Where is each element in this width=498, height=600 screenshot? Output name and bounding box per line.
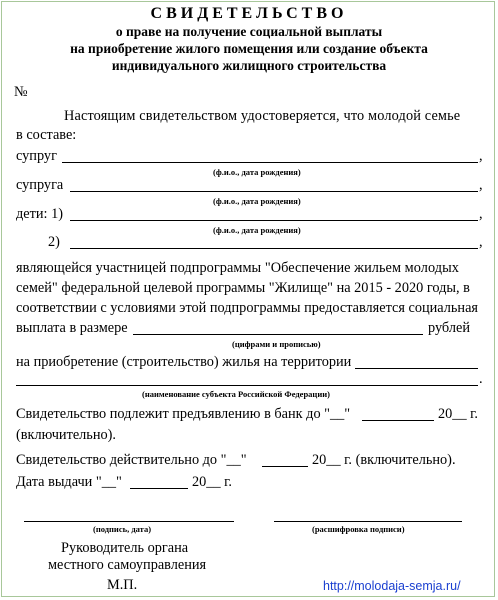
purpose-region-field-line-2 [16,385,478,386]
bank-deadline-month-line [362,420,434,421]
issue-date-text: Дата выдачи "__" [16,474,122,490]
seal-placeholder: М.П. [107,577,138,593]
purpose-period: . [479,371,483,387]
valid-until-year: 20__ г. (включительно). [312,452,456,468]
children-label: дети: 1) [16,206,63,222]
signature-decode-line [274,521,462,522]
watermark-url-link[interactable]: http://molodaja-semja.ru/ [323,579,461,593]
spouse-wife-caption: (ф.и.о., дата рождения) [213,196,301,206]
child-2-comma: , [479,234,483,250]
region-caption: (наименование субъекта Российской Федерации) [142,389,330,399]
program-line-3: соответствии с условиями этой подпрограммы предоставляется социальная [16,300,478,316]
spouse-husband-field-line [62,162,478,163]
payment-amount-caption: (цифрами и прописью) [232,339,321,349]
signature-line [24,521,234,522]
child-2-label: 2) [48,234,60,250]
signature-decode-caption: (расшифровка подписи) [312,524,405,534]
payment-currency-label: рублей [428,320,470,336]
purpose-line: на приобретение (строительство) жилья на территории [16,354,352,370]
bank-deadline-inclusive: (включительно). [16,427,116,443]
bank-deadline-year: 20__ г. [438,406,478,422]
document-subtitle-line-2: на приобретение жилого помещения или создание объекта [70,41,428,56]
intro-line-2: в составе: [16,127,77,143]
payment-amount-field-line [133,334,423,335]
document-title: СВИДЕТЕЛЬСТВО [150,5,348,22]
authority-body-label: местного самоуправления [48,557,207,573]
document-subtitle-line-1: о праве на получение социальной выплаты [115,24,383,39]
payment-amount-label: выплата в размере [16,320,128,336]
spouse-wife-field-line [70,191,478,192]
issue-date-year: 20__ г. [192,474,232,490]
authority-head-label: Руководитель органа [61,540,189,556]
child-1-caption: (ф.и.о., дата рождения) [213,225,301,235]
spouse-husband-comma: , [479,148,483,164]
spouse-husband-label: супруг [16,148,57,164]
number-label: № [14,84,28,100]
valid-until-month-line [262,466,308,467]
child-2-field-line [70,248,478,249]
child-1-comma: , [479,206,483,222]
intro-line-1: Настоящим свидетельством удостоверяется, что молодой семье [64,108,461,124]
program-line-1: являющейся участницей подпрограммы "Обеспечение жильем молодых [16,260,459,276]
child-1-field-line [70,220,478,221]
bank-deadline-text: Свидетельство подлежит предъявлению в банк до "__" [16,406,351,422]
spouse-husband-caption: (ф.и.о., дата рождения) [213,167,301,177]
spouse-wife-comma: , [479,177,483,193]
signature-caption: (подпись, дата) [93,524,152,534]
valid-until-text: Свидетельство действительно до "__" [16,452,247,468]
purpose-region-field-line [355,368,478,369]
issue-date-month-line [130,488,188,489]
program-line-2: семей" федеральной целевой программы "Жилище" на 2015 - 2020 годы, в [16,280,470,296]
document-subtitle-line-3: индивидуального жилищного строительства [111,58,387,73]
spouse-wife-label: супруга [16,177,64,193]
